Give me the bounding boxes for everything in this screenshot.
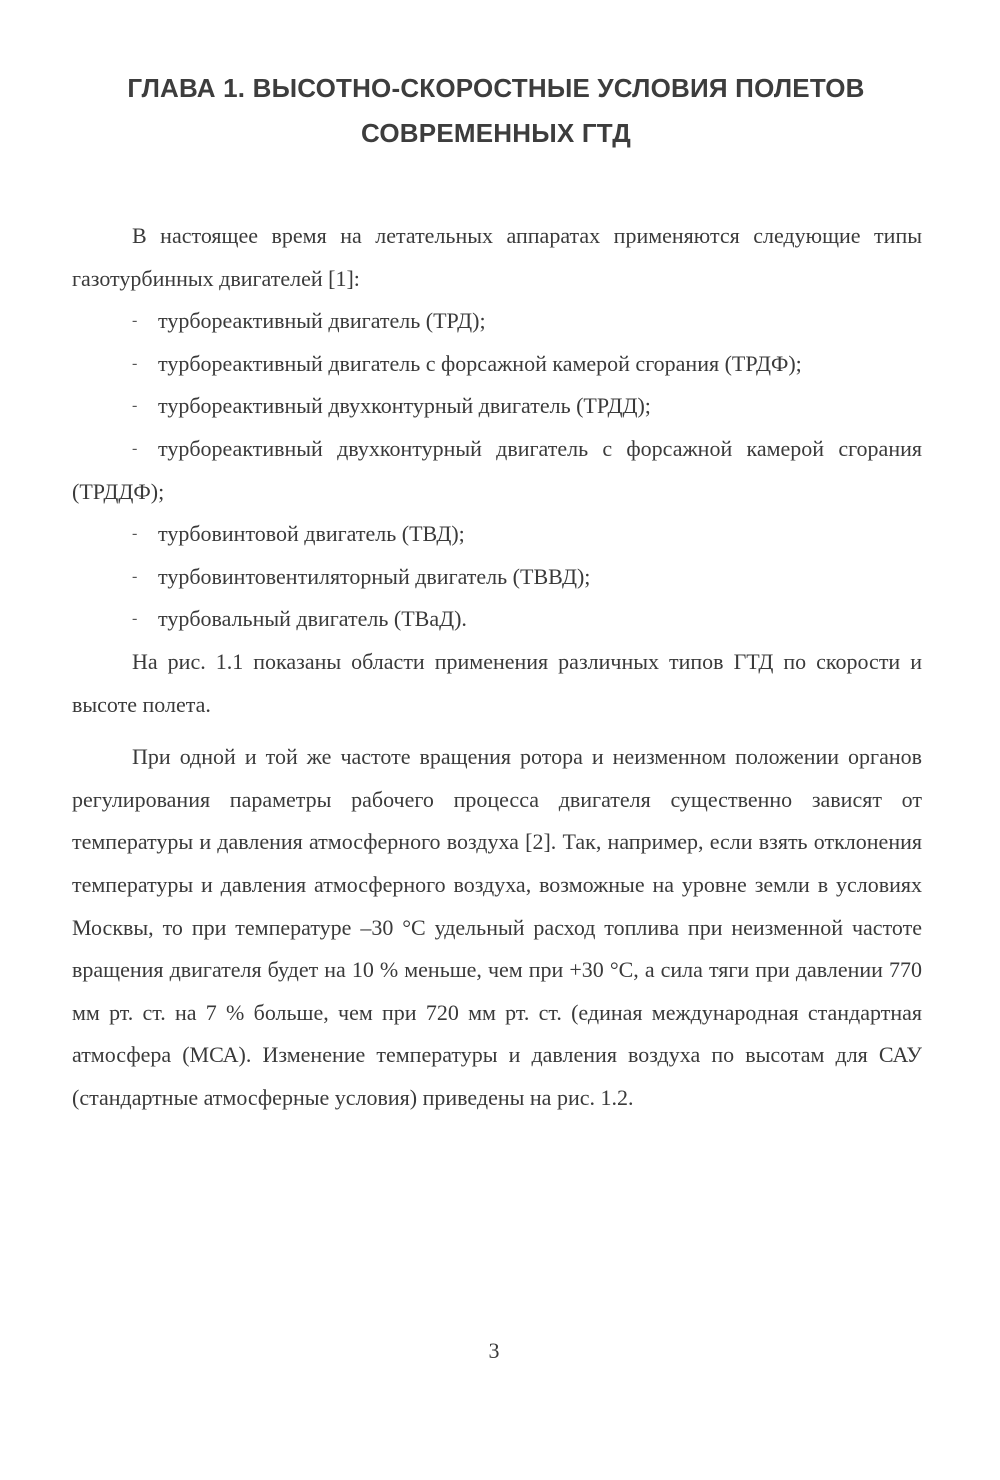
body-text <box>72 215 922 1119</box>
list-item-text: турбовинтовентиляторный двигатель (ТВВД); <box>158 563 591 589</box>
chapter-title-line-1: ГЛАВА 1. ВЫСОТНО-СКОРОСТНЫЕ УСЛОВИЯ ПОЛЕТОВ <box>127 73 865 103</box>
engine-types-list <box>72 300 922 641</box>
list-item-text: турбореактивный двухконтурный двигатель с форсажной камерой сгорания (ТРДДФ); <box>72 435 922 504</box>
list-item-text: турбовинтовой двигатель (ТВД); <box>158 521 465 547</box>
list-dash: - <box>132 567 138 585</box>
list-item-text: турбореактивный двухконтурный двигатель (ТРДД); <box>158 393 651 419</box>
list-item <box>72 598 922 641</box>
list-item <box>72 385 922 428</box>
list-item-text: турбовальный двигатель (ТВаД). <box>158 606 467 632</box>
list-item <box>72 428 922 513</box>
list-dash: - <box>132 525 138 543</box>
list-item-text: турбореактивный двигатель (ТРД); <box>158 308 486 334</box>
list-dash: - <box>132 312 138 330</box>
list-dash: - <box>132 439 138 457</box>
list-dash: - <box>132 610 138 628</box>
list-item-text: турбореактивный двигатель с форсажной камерой сгорания (ТРДФ); <box>158 350 802 376</box>
intro-paragraph: В настоящее время на летательных аппаратах применяются следующие типы газотурбинных двигателей [1]: <box>72 223 922 291</box>
figure-reference-paragraph: На рис. 1.1 показаны области применения различных типов ГТД по скорости и высоте полета. <box>72 648 922 717</box>
list-item <box>72 343 922 386</box>
main-paragraph: При одной и той же частоте вращения ротора и неизменном положении органов регулирования параметры рабочего процесса двигателя существенно зависят от температуры и давления атмосферного воздуха [2]. Так, например, если взять отклонения температуры и давления атмосферного воздуха, возможные на уровне земли в условиях Москвы, то при температуре –30 °С удельный расход топлива при неизменной частоте вращения двигателя будет на 10 % меньше, чем при +30 °С, а сила тяги при давлении 770 мм рт. ст. на 7 % больше, чем при 720 мм рт. ст. (единая международная стандартная атмосфера (МСА). Изменение температуры и давления воздуха по высотам для САУ (стандартные атмосферные условия) приведены на рис. 1.2. <box>72 744 922 1110</box>
chapter-title <box>70 66 922 156</box>
chapter-title-line-2: СОВРЕМЕННЫХ ГТД <box>361 118 631 148</box>
list-item <box>72 556 922 599</box>
page-number: 3 <box>488 1338 500 1363</box>
list-dash: - <box>132 397 138 415</box>
list-dash: - <box>132 354 138 372</box>
list-item <box>72 513 922 556</box>
list-item <box>72 300 922 343</box>
